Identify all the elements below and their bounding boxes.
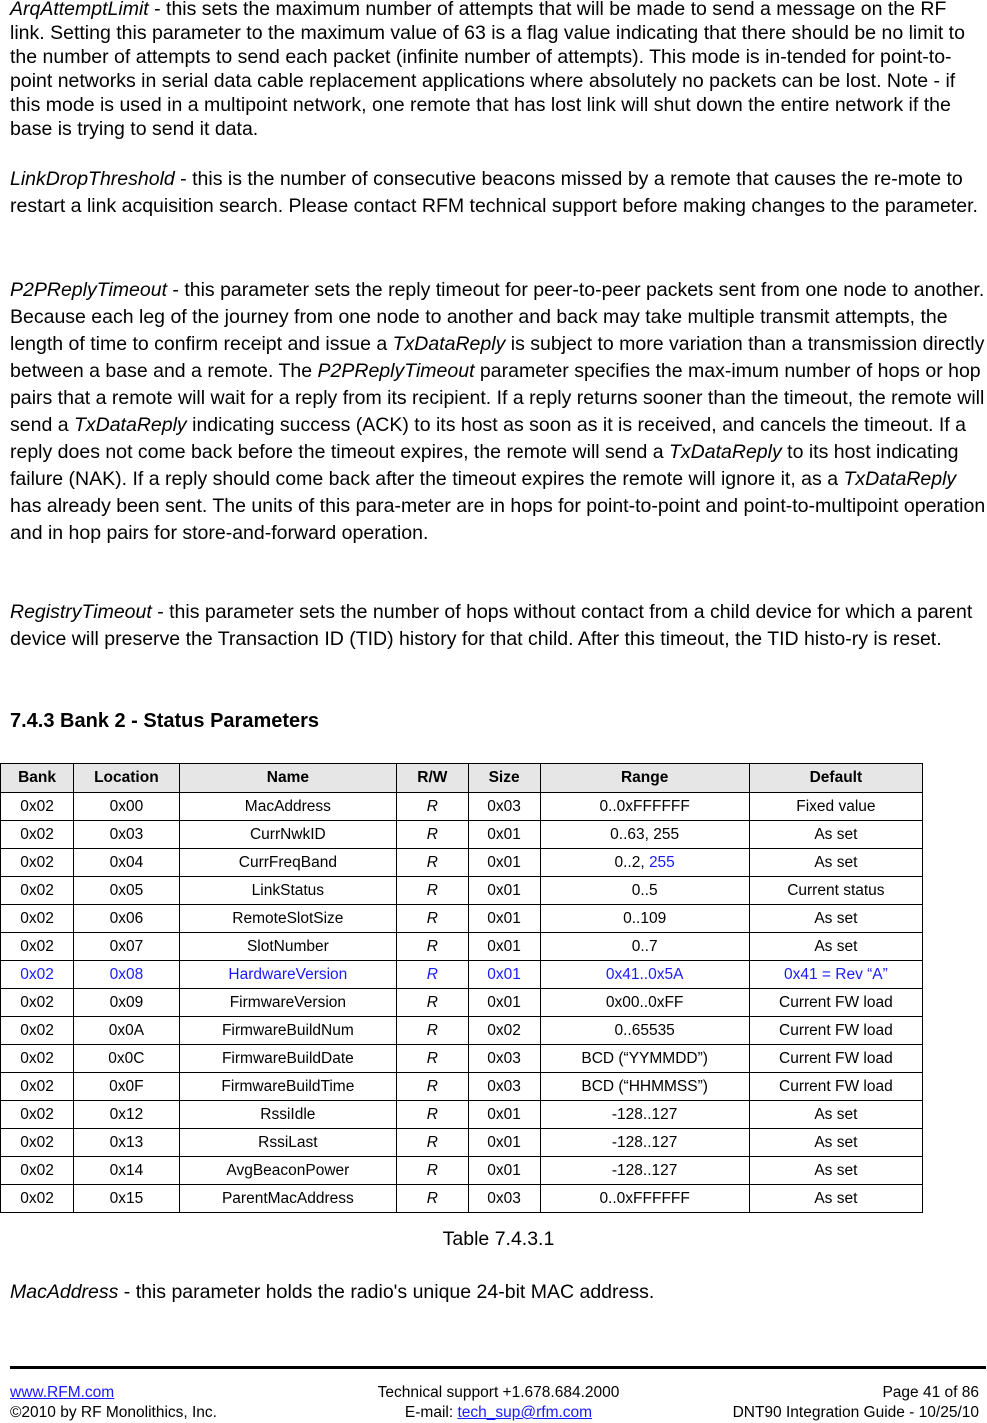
- email-label: E-mail:: [404, 1404, 458, 1421]
- cell-default: As set: [749, 821, 922, 849]
- cell-bank: 0x02: [1, 989, 74, 1017]
- cell-rw: R: [396, 793, 468, 821]
- cell-rw: R: [396, 1185, 468, 1213]
- header-size: Size: [468, 764, 540, 793]
- cell-size: 0x01: [468, 821, 540, 849]
- cell-name: RemoteSlotSize: [179, 905, 396, 933]
- p2p-text-4: indicating success (ACK) to its host as soon as it is received, and cancels the timeout. If a reply does not come back before the timeout expires, the remote will send a: [10, 414, 966, 463]
- table-row: [1, 1129, 923, 1157]
- copyright-text: ©2010 by RF Monolithics, Inc.: [10, 1404, 217, 1421]
- cell-size: 0x01: [468, 905, 540, 933]
- p2p-reply-timeout-paragraph: [10, 277, 986, 547]
- cell-rw: R: [396, 905, 468, 933]
- cell-location: 0x05: [74, 877, 180, 905]
- cell-size: 0x02: [468, 1017, 540, 1045]
- p2p-text-2: is subject to more variation than a transmission directly between a base and a remote. The: [10, 333, 985, 382]
- cell-bank: 0x02: [1, 961, 74, 989]
- term-link-drop-threshold: LinkDropThreshold: [10, 168, 175, 190]
- table-row: [1, 821, 923, 849]
- term-registry-timeout: RegistryTimeout: [10, 601, 152, 623]
- p2p-text-3: parameter specifies the max-imum number of hops or hop pairs that a remote will wait for a reply from its recipient. If a reply returns sooner than the timeout, the remote will send a: [10, 360, 985, 436]
- cell-rw: R: [396, 1017, 468, 1045]
- cell-range: 0..65535: [540, 1017, 749, 1045]
- cell-default: Current FW load: [749, 1045, 922, 1073]
- page-number: Page 41 of 86: [882, 1384, 979, 1401]
- website-link[interactable]: www.RFM.com: [10, 1384, 115, 1401]
- table-caption: Table 7.4.3.1: [442, 1228, 555, 1250]
- term-p2p-reply-timeout: P2PReplyTimeout: [10, 279, 167, 301]
- cell-bank: 0x02: [1, 849, 74, 877]
- table-row: [1, 1045, 923, 1073]
- cell-range: -128..127: [540, 1157, 749, 1185]
- cell-location: 0x07: [74, 933, 180, 961]
- header-rw: R/W: [396, 764, 468, 793]
- table-row: [1, 1157, 923, 1185]
- cell-location: 0x13: [74, 1129, 180, 1157]
- cell-name: RssiIdle: [179, 1101, 396, 1129]
- cell-bank: 0x02: [1, 1129, 74, 1157]
- cell-bank: 0x02: [1, 1017, 74, 1045]
- table-row: [1, 793, 923, 821]
- cell-bank: 0x02: [1, 821, 74, 849]
- section-heading: 7.4.3 Bank 2 - Status Parameters: [10, 710, 320, 732]
- cell-size: 0x01: [468, 1157, 540, 1185]
- cell-rw: R: [396, 877, 468, 905]
- cell-default: Fixed value: [749, 793, 922, 821]
- link-drop-threshold-paragraph: [10, 166, 986, 220]
- cell-location: 0x06: [74, 905, 180, 933]
- p2p-text-6: has already been sent. The units of this para-meter are in hops for point-to-point and point-to-multipoint operation and in hop pairs for store-and-forward operation.: [10, 495, 986, 544]
- term-txdatareply: TxDataReply: [392, 333, 506, 355]
- table-row: [1, 1017, 923, 1045]
- support-phone: Technical support +1.678.684.2000: [377, 1384, 620, 1401]
- table-row-highlighted: [1, 961, 923, 989]
- cell-location: 0x08: [74, 961, 180, 989]
- cell-range: 0x41..0x5A: [540, 961, 749, 989]
- table-row: [1, 933, 923, 961]
- table-header-row: [1, 764, 923, 793]
- term-txdatareply: TxDataReply: [843, 468, 957, 490]
- p2p-text-1: - this parameter sets the reply timeout for peer-to-peer packets sent from one node to another. Because each leg of the journey from one node to another and back may take multiple transmit attempts, the length of time to confirm receipt and issue a: [10, 279, 985, 355]
- p2p-text-5: to its host indicating failure (NAK). If a reply should come back after the timeout expires the remote will ignore it, as a: [10, 441, 959, 490]
- table-row: [1, 905, 923, 933]
- cell-name: HardwareVersion: [179, 961, 396, 989]
- table-row: [1, 877, 923, 905]
- link-drop-description: - this is the number of consecutive beacons missed by a remote that causes the re-mote to restart a link acquisition search. Please contact RFM technical support before making changes to the parameter.: [10, 168, 978, 217]
- cell-name: ParentMacAddress: [179, 1185, 396, 1213]
- cell-default: As set: [749, 849, 922, 877]
- cell-name: CurrFreqBand: [179, 849, 396, 877]
- cell-name: FirmwareBuildNum: [179, 1017, 396, 1045]
- table-row: [1, 1101, 923, 1129]
- cell-size: 0x01: [468, 877, 540, 905]
- cell-size: 0x01: [468, 989, 540, 1017]
- cell-size: 0x01: [468, 933, 540, 961]
- cell-bank: 0x02: [1, 793, 74, 821]
- registry-description: - this parameter sets the number of hops without contact from a child device for which a parent device will preserve the Transaction ID (TID) history for that child. After this timeout, the TID histo-ry is reset.: [10, 601, 973, 650]
- cell-range: [540, 849, 749, 877]
- range-highlight: 255: [648, 853, 675, 871]
- cell-range: 0..7: [540, 933, 749, 961]
- header-bank: Bank: [1, 764, 74, 793]
- cell-range: -128..127: [540, 1129, 749, 1157]
- term-p2p-reply-timeout-inline: P2PReplyTimeout: [317, 360, 475, 382]
- mac-address-paragraph: [10, 1279, 986, 1306]
- cell-location: 0x09: [74, 989, 180, 1017]
- cell-bank: 0x02: [1, 877, 74, 905]
- cell-name: FirmwareBuildDate: [179, 1045, 396, 1073]
- cell-rw: R: [396, 989, 468, 1017]
- cell-default: Current status: [749, 877, 922, 905]
- cell-default: Current FW load: [749, 989, 922, 1017]
- guide-title: DNT90 Integration Guide - 10/25/10: [732, 1404, 979, 1421]
- cell-bank: 0x02: [1, 1185, 74, 1213]
- cell-range: 0..0xFFFFFF: [540, 1185, 749, 1213]
- cell-range: -128..127: [540, 1101, 749, 1129]
- table-row: [1, 849, 923, 877]
- cell-rw: R: [396, 961, 468, 989]
- cell-default: As set: [749, 1101, 922, 1129]
- cell-rw: R: [396, 933, 468, 961]
- cell-range: 0..63, 255: [540, 821, 749, 849]
- cell-location: 0x14: [74, 1157, 180, 1185]
- mac-description: - this parameter holds the radio's unique 24-bit MAC address.: [118, 1281, 655, 1303]
- footer-right: [733, 1383, 979, 1423]
- cell-default: Current FW load: [749, 1017, 922, 1045]
- cell-name: FirmwareBuildTime: [179, 1073, 396, 1101]
- cell-location: 0x15: [74, 1185, 180, 1213]
- cell-location: 0x03: [74, 821, 180, 849]
- cell-bank: 0x02: [1, 1073, 74, 1101]
- cell-default: Current FW load: [749, 1073, 922, 1101]
- cell-size: 0x01: [468, 961, 540, 989]
- cell-default: As set: [749, 1185, 922, 1213]
- cell-size: 0x01: [468, 849, 540, 877]
- cell-location: 0x00: [74, 793, 180, 821]
- cell-default: As set: [749, 1157, 922, 1185]
- cell-name: CurrNwkID: [179, 821, 396, 849]
- cell-range: 0..0xFFFFFF: [540, 793, 749, 821]
- header-name: Name: [179, 764, 396, 793]
- cell-name: AvgBeaconPower: [179, 1157, 396, 1185]
- cell-location: 0x12: [74, 1101, 180, 1129]
- cell-default: As set: [749, 1129, 922, 1157]
- cell-rw: R: [396, 1045, 468, 1073]
- cell-range: BCD (“HHMMSS”): [540, 1073, 749, 1101]
- term-txdatareply: TxDataReply: [73, 414, 187, 436]
- cell-name: RssiLast: [179, 1129, 396, 1157]
- cell-default: As set: [749, 933, 922, 961]
- cell-location: 0x04: [74, 849, 180, 877]
- cell-range: 0..5: [540, 877, 749, 905]
- registry-timeout-paragraph: [10, 599, 986, 653]
- table-row: [1, 989, 923, 1017]
- cell-size: 0x01: [468, 1101, 540, 1129]
- cell-location: 0x0C: [74, 1045, 180, 1073]
- cell-bank: 0x02: [1, 1101, 74, 1129]
- table-row: [1, 1073, 923, 1101]
- footer-divider: [10, 1366, 986, 1369]
- cell-bank: 0x02: [1, 1045, 74, 1073]
- cell-range: BCD (“YYMMDD”): [540, 1045, 749, 1073]
- range-text: 0..2,: [614, 853, 649, 871]
- cell-bank: 0x02: [1, 905, 74, 933]
- header-default: Default: [749, 764, 922, 793]
- cell-range: 0x00..0xFF: [540, 989, 749, 1017]
- cell-default: As set: [749, 905, 922, 933]
- cell-rw: R: [396, 1073, 468, 1101]
- cell-location: 0x0A: [74, 1017, 180, 1045]
- cell-rw: R: [396, 849, 468, 877]
- arq-description: - this sets the maximum number of attempts that will be made to send a message on the RF link. Setting this parameter to the maximum value of 63 is a flag value indicating that there should be no limit to the number of attempts to send each packet (infinite number of attempts). This mode is in-tended for point-to-point networks in serial data cable replacement applications where absolutely no packets can be lost. Note - if this mode is used in a multipoint network, one remote that has lost link will shut down the entire network if the base is trying to send it data.: [10, 0, 965, 140]
- cell-bank: 0x02: [1, 933, 74, 961]
- cell-size: 0x01: [468, 1129, 540, 1157]
- cell-name: MacAddress: [179, 793, 396, 821]
- status-parameters-table: [0, 763, 923, 1213]
- term-arq-attempt-limit: ArqAttemptLimit: [10, 0, 149, 20]
- cell-size: 0x03: [468, 1185, 540, 1213]
- term-mac-address: MacAddress: [10, 1281, 119, 1303]
- email-link[interactable]: tech_sup@rfm.com: [457, 1404, 593, 1421]
- cell-size: 0x03: [468, 793, 540, 821]
- cell-bank: 0x02: [1, 1157, 74, 1185]
- cell-rw: R: [396, 1129, 468, 1157]
- table-row: [1, 1185, 923, 1213]
- cell-default: 0x41 = Rev “A”: [749, 961, 922, 989]
- cell-location: 0x0F: [74, 1073, 180, 1101]
- cell-size: 0x03: [468, 1045, 540, 1073]
- cell-name: FirmwareVersion: [179, 989, 396, 1017]
- cell-name: LinkStatus: [179, 877, 396, 905]
- cell-rw: R: [396, 821, 468, 849]
- cell-rw: R: [396, 1101, 468, 1129]
- cell-size: 0x03: [468, 1073, 540, 1101]
- cell-rw: R: [396, 1157, 468, 1185]
- cell-name: SlotNumber: [179, 933, 396, 961]
- term-txdatareply: TxDataReply: [669, 441, 782, 463]
- header-range: Range: [540, 764, 749, 793]
- header-location: Location: [74, 764, 180, 793]
- cell-range: 0..109: [540, 905, 749, 933]
- arq-attempt-limit-paragraph: [10, 0, 986, 141]
